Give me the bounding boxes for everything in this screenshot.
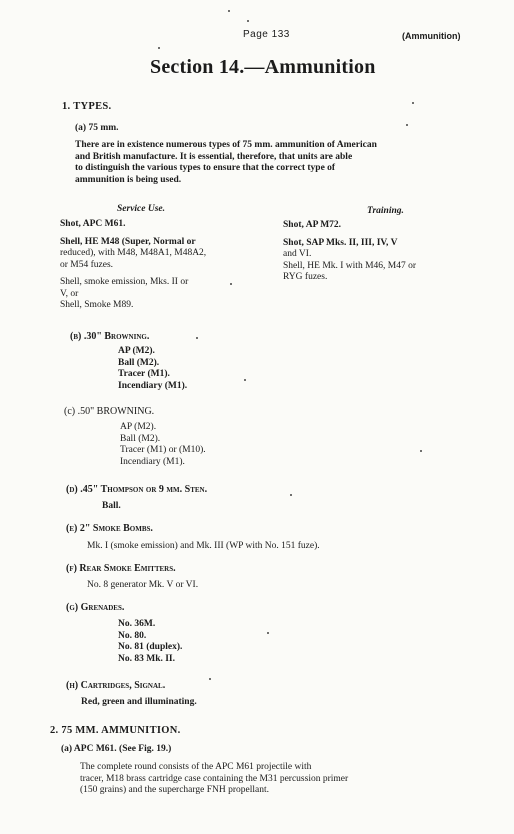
list-item: Ball (M2). — [120, 433, 161, 444]
subheading-50-browning: (c) .50" BROWNING. — [64, 406, 155, 417]
service-item: Shell, Smoke M89. — [60, 300, 134, 310]
smoke-emitters-text: No. 8 generator Mk. V or VI. — [87, 580, 199, 590]
list-item: No. 80. — [118, 630, 147, 641]
service-item: Shell, HE M48 (Super, Normal or reduced), with M48, M48A1, M48A2, or M54 fuzes. — [60, 236, 207, 270]
para-line: and British manufacture. It is essential, therefore, that units are able — [75, 151, 353, 162]
para-line: The complete round consists of the APC M61 projectile with — [80, 762, 312, 772]
subheading-grenades: (g) Grenades. — [66, 602, 125, 613]
list-item: Incendiary (M1). — [120, 456, 185, 467]
subheading-75mm: (a) 75 mm. — [75, 123, 119, 133]
smoke-bombs-text: Mk. I (smoke emission) and Mk. III (WP with No. 151 fuze). — [87, 541, 320, 551]
para-line: ammunition is being used. — [75, 174, 182, 185]
training-item: Shot, SAP Mks. II, III, IV, V and VI. — [283, 237, 398, 259]
subheading-thompson-sten: (d) .45" Thompson or 9 mm. Sten. — [66, 484, 208, 495]
section-title: Section 14.—Ammunition — [150, 56, 376, 78]
training-item: Shot, AP M72. — [283, 220, 342, 230]
service-item: Shell, smoke emission, Mks. II or V, or — [60, 277, 189, 299]
list-item: Tracer (M1). — [118, 369, 170, 379]
list-item: Ball. — [102, 501, 121, 511]
subheading-smoke-emitters: (f) Rear Smoke Emitters. — [66, 563, 176, 574]
subheading-smoke-bombs: (e) 2" Smoke Bombs. — [66, 523, 153, 534]
subheading-apc-m61: (a) APC M61. (See Fig. 19.) — [61, 744, 172, 754]
subheading-30-browning: (b) .30" Browning. — [70, 331, 150, 342]
training-item: Shell, HE Mk. I with M46, M47 or RYG fuzes. — [283, 260, 416, 282]
service-item: Shot, APC M61. — [60, 219, 126, 229]
heading-types: 1. TYPES. — [62, 101, 112, 112]
para-line: (150 grains) and the supercharge FNH propellant. — [80, 785, 269, 795]
para-line: tracer, M18 brass cartridge case containing the M31 percussion primer — [80, 773, 349, 784]
para-line: to distinguish the various types to ensure that the correct type of — [75, 163, 336, 173]
training-heading: Training. — [367, 206, 404, 216]
subheading-cartridges-signal: (h) Cartridges, Signal. — [66, 680, 166, 691]
list-item: No. 36M. — [118, 619, 156, 629]
para-line: There are in existence numerous types of 75 mm. ammunition of American — [75, 140, 377, 150]
list-item: AP (M2). — [118, 346, 155, 356]
service-use-heading: Service Use. — [117, 204, 166, 214]
list-item: Ball (M2). — [118, 357, 160, 368]
page-number: Page 133 — [243, 29, 290, 40]
list-item: No. 83 Mk. II. — [118, 653, 176, 664]
running-title: (Ammunition) — [402, 31, 461, 41]
list-item: No. 81 (duplex). — [118, 642, 183, 652]
heading-75mm-ammunition: 2. 75 MM. AMMUNITION. — [50, 725, 181, 736]
list-item: Tracer (M1) or (M10). — [120, 445, 206, 455]
list-item: Incendiary (M1). — [118, 380, 188, 391]
list-item: AP (M2). — [120, 422, 157, 432]
cartridges-signal-text: Red, green and illuminating. — [81, 697, 197, 707]
